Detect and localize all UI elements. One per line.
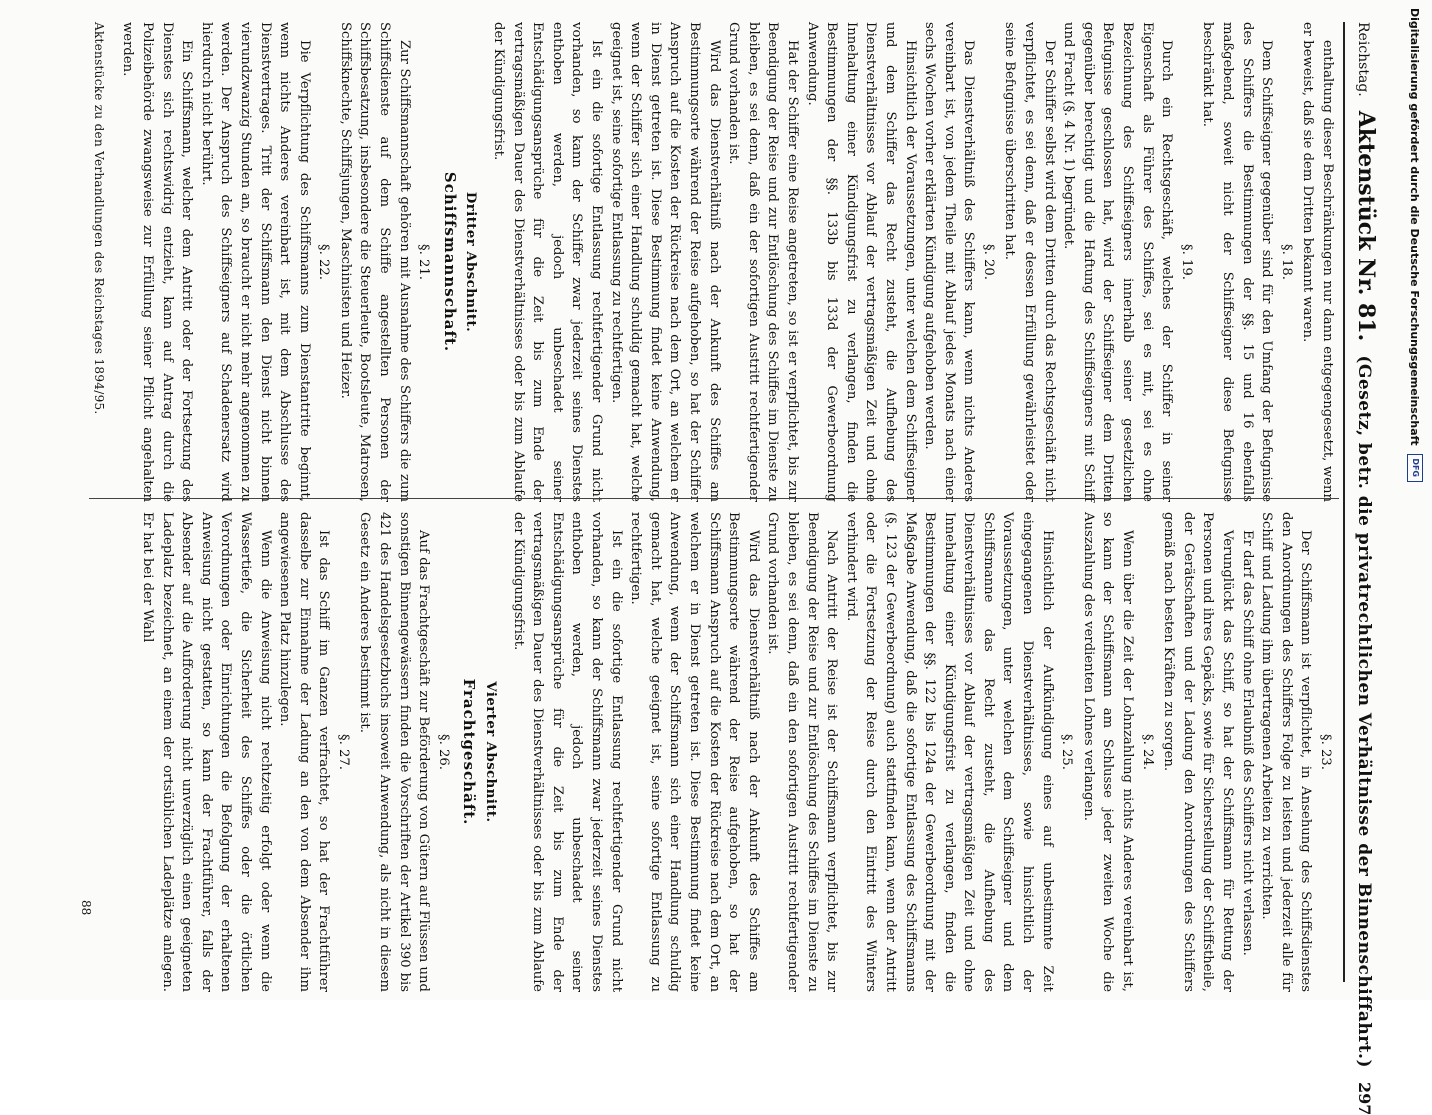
paragraph: Nach Antritt der Reise ist der Schiffsmann verpflichtet, bis zur Beendigung der Reise und zur Entlöschung des Schiffes im Dienste zu bleiben, es sei denn, daß ein den sofortigen Austritt rechtfertigender Grund vorhanden ist. bbox=[765, 512, 840, 992]
section-subheading: Schiffsmannschaft. bbox=[440, 171, 459, 353]
paragraph: Das Dienstverhältniß des Schiffers kann, wenn nichts Anderes vereinbart ist, von jedem Theile mit Ablauf jedes Monats nach einer sechs Wochen vorher erklärten Kündigung aufgehoben werden. bbox=[922, 22, 977, 502]
header-page-number: 297 bbox=[1355, 1082, 1374, 1115]
paragraph: Wenn die Anweisung nicht rechtzeitig erfolgt oder wenn die Wassertiefe, die Sicherheit des Schiffes oder die örtlichen Verordnungen oder Einrichtungen die Befolgung der erhaltenen Anweisung nicht gestatten, so kann der Frachtführer, falls der Absender auf die Aufforderung nicht unverzüglich einen geeigneten Ladeplatz bezeichnet, an einem der ortsüblichen Ladeplätze anlegen. Er hat bei der Wahl bbox=[139, 512, 273, 992]
left-text-column bbox=[91, 22, 1337, 502]
header-rule bbox=[1343, 22, 1345, 982]
section-number: §. 21. bbox=[416, 244, 432, 280]
section-subheading: Frachtgeschäft. bbox=[460, 678, 479, 826]
section-number: §. 19. bbox=[1178, 244, 1194, 280]
paragraph: Ist das Schiff im Ganzen verfrachtet, so hat der Frachtführer dasselbe zur Einnahme der Ladung an den von dem Absender ihm angewiesenen Platz hinzulegen. bbox=[277, 512, 332, 992]
rotated-page-content bbox=[75, 0, 1385, 1115]
paragraph: Verunglückt das Schiff, so hat der Schiffsmann für Rettung der Personen und ihres Gepäcks, sowie für Sicherstellung der Schiffstheile, der Gerätschaften und der Ladung den Anordnungen des Schiffers gemäß nach besten Kräften zu sorgen. bbox=[1161, 512, 1236, 992]
column-divider bbox=[89, 498, 1339, 499]
running-header bbox=[1343, 22, 1379, 1115]
column-footnote: Aktenstücke zu den Verhandlungen des Reichstages 1894/95. bbox=[91, 22, 106, 415]
paragraph: Dem Schiffseigner gegenüber sind für den Umfang der Befugnisse des Schiffers die Bestimmungen der §§. 15 und 16 ebenfalls maßgebend, soweit nicht der Schiffseigner diese Befugnisse beschränkt hat. bbox=[1200, 22, 1275, 502]
paragraph: Durch ein Rechtsgeschäft, welches der Schiffer in seiner Eigenschaft als Führer des Schiffes, sei es mit, sei es ohne Bezeichnung des Schiffseigners innerhalb seiner gesetzlichen Befugnisse geschlossen hat, wird der Schiffseigner dem Dritten gegenüber berechtigt und die Haftung des Schiffseigners mit Schiff und Fracht (§. 4 Nr. 1) begründet. bbox=[1061, 22, 1175, 502]
section-heading: Vierter Abschnitt. bbox=[483, 681, 499, 823]
header-document-number: Aktenstück Nr. 81. bbox=[1353, 110, 1379, 342]
paragraph: Ist ein die sofortige Entlassung rechtfertigender Grund nicht vorhanden, so kann der Schiffer zwar jederzeit seines Dienstes enthoben werden, jedoch unbeschadet seiner Entschädigungsansprüche für die Zeit bis zum Ende der vertragsmäßigen Dauer des Dienstverhältnisses oder bis zum Ablaufe der Kündigungsfrist. bbox=[491, 22, 605, 502]
section-number: §. 24. bbox=[1139, 734, 1155, 770]
paragraph: Hinsichtlich der Aufkündigung eines auf unbestimmte Zeit eingegangenen Dienstverhältnisses, sowie hinsichtlich der Voraussetzungen, unter welchen dem Schiffseigner und dem Schiffsmanne das Recht zusteht, die Aufhebung des Dienstverhältnisses vor Ablauf der vertragsmäßigen Zeit und ohne Innehaltung einer Kündigungsfrist zu verlangen, finden die Bestimmungen der §§. 122 bis 124a der Gewerbeordnung mit der Maßgabe Anwendung, daß die sofortige Entlassung des Schiffsmanns (§. 123 der Gewerbeordnung) auch stattfinden kann, wenn der Antritt oder die Fortsetzung der Reise durch den Eintritt des Winters verhindert wird. bbox=[843, 512, 1055, 992]
header-left: Reichstag. bbox=[1355, 22, 1371, 97]
paragraph: enthaltung dieser Beschränkungen nur dann entgegengesetzt, wenn er beweist, daß sie dem Dritten bekannt waren. bbox=[1300, 22, 1335, 502]
paragraph: Wird das Dienstverhältniß nach der Ankunft des Schiffes am Bestimmungsorte während der Reise aufgehoben, so hat der Schiffer Anspruch auf die Kosten der Rückreise nach dem Ort, an welchem er in Dienst getreten ist. Diese Bestimmung findet keine Anwendung, wenn der Schiffer sich einer Handlung schuldig gemacht hat, welche geeignet ist, seine sofortige Entlassung zu rechtfertigen. bbox=[608, 22, 722, 502]
section-number: §. 18. bbox=[1278, 244, 1294, 280]
credit-text: Digitalisierung gefördert durch die Deutsche Forschungsgemeinschaft bbox=[1408, 8, 1422, 446]
right-text-column bbox=[97, 512, 1337, 992]
paragraph: Wenn über die Zeit der Lohnzahlung nichts Anderes vereinbart ist, so kann der Schiffsmann am Schlusse jeder zweiten Woche die Auszahlung des verdienten Lohnes verlangen. bbox=[1080, 512, 1136, 992]
paragraph: Die Verpflichtung des Schiffsmanns zum Dienstantritte beginnt, wenn nichts Anderes vereinbart ist, mit dem Abschlusse des Dienstvertrages. Tritt der Schiffsmann den Dienst nicht binnen vierundzwanzig Stunden an, so braucht er nicht mehr angenommen zu werden. Der Anspruch des Schiffseigners auf Schadenersatz wird hierdurch nicht berührt. bbox=[198, 22, 312, 502]
section-heading: Dritter Abschnitt. bbox=[463, 191, 479, 333]
dfg-logo-icon: DFG bbox=[1407, 454, 1423, 482]
header-title: (Gesetz, betr. die privatrechtlichen Verhältnisse der Binnenschiffahrt.) bbox=[1354, 355, 1374, 1068]
section-number: §. 26. bbox=[435, 734, 451, 770]
paragraph: Wird das Dienstverhältniß nach der Ankunft des Schiffes am Bestimmungsorte während der Reise aufgehoben, so hat der Schiffsmann Anspruch auf die Kosten der Rückreise nach dem Ort, an welchem er in Dienst getreten ist. Diese Bestimmung findet keine Anwendung, wenn der Schiffsmann sich einer Handlung schuldig gemacht hat, welche geeignet ist, seine sofortige Entlassung zu rechtfertigen. bbox=[628, 512, 761, 992]
section-number: §. 22. bbox=[316, 244, 332, 280]
section-number: §. 27. bbox=[335, 734, 351, 770]
section-number: §. 25. bbox=[1059, 734, 1075, 770]
paragraph: Hat der Schiffer eine Reise angetreten, so ist er verpflichtet, bis zur Beendigung der Reise und zur Entlöschung des Schiffes im Dienste zu bleiben, es sei denn, daß ein der sofortigen Austritt rechtfertigender Grund vorhanden ist. bbox=[726, 22, 800, 502]
paragraph: Auf das Frachtgeschäft zur Beförderung von Gütern auf Flüssen und sonstigen Binnengewässern finden die Vorschriften der Artikel 390 bis 421 des Handelsgesetzbuchs insoweit Anwendung, als nicht in diesem Gesetz ein Anderes bestimmt ist. bbox=[357, 512, 432, 992]
paragraph: Ist ein die sofortige Entlassung rechtfertigender Grund nicht vorhanden, so kann der Schiffsmann zwar jederzeit seines Dienstes enthoben werden, jedoch unbeschadet seiner Entschädigungsansprüche für die Zeit bis zum Ende der vertragsmäßigen Dauer des Dienstverhältnisses oder bis zum Ablaufe der Kündigungsfrist. bbox=[510, 512, 624, 992]
paragraph: Der Schiffer selbst wird dem Dritten durch das Rechtsgeschäft nicht verpflichtet, es sei denn, daß er dessen Erfüllung gewährleistet oder seine Befugnisse überschritten hat. bbox=[1002, 22, 1057, 502]
digitization-credit bbox=[1406, 8, 1428, 998]
paragraph: Er darf das Schiff ohne Erlaubniß des Schiffers nicht verlassen. bbox=[1239, 530, 1255, 956]
paragraph: Ein Schiffsmann, welcher dem Antritt oder der Fortsetzung des Dienstes sich rechtswidrig entzieht, kann auf Antrag durch die Polizeibehörde zwangsweise zur Erfüllung seiner Pflicht angehalten werden. bbox=[120, 22, 195, 502]
page-footer-number: 88 bbox=[79, 900, 93, 916]
paragraph: Zur Schiffsmannschaft gehören mit Ausnahme des Schiffers die zum Schiffsdienste auf dem Schiffe angestellten Personen der Schiffsbesatzung, insbesondere die Steuerleute, Bootsleute, Matrosen, Schiffsknechte, Schiffsjungen, Maschinisten und Heizer. bbox=[337, 22, 412, 502]
section-number: §. 23. bbox=[1318, 734, 1333, 770]
paragraph: Der Schiffsmann ist verpflichtet, in Ansehung des Schiffsdienstes den Anordnungen des Schiffers Folge zu leisten und jederzeit alle für Schiff und Ladung ihm übertragenen Arbeiten zu verrichten. bbox=[1259, 512, 1314, 992]
section-number: §. 20. bbox=[980, 244, 996, 280]
paragraph: Hinsichtlich der Voraussetzungen, unter welchen dem Schiffseigner und dem Schiffer das Recht zusteht, die Aufhebung des Dienstverhältnisses vor Ablauf der vertragsmäßigen Zeit und ohne Innehaltung einer Kündigungsfrist zu verlangen, finden die Bestimmungen der §§. 133b bis 133d der Gewerbeordnung Anwendung. bbox=[804, 22, 918, 502]
